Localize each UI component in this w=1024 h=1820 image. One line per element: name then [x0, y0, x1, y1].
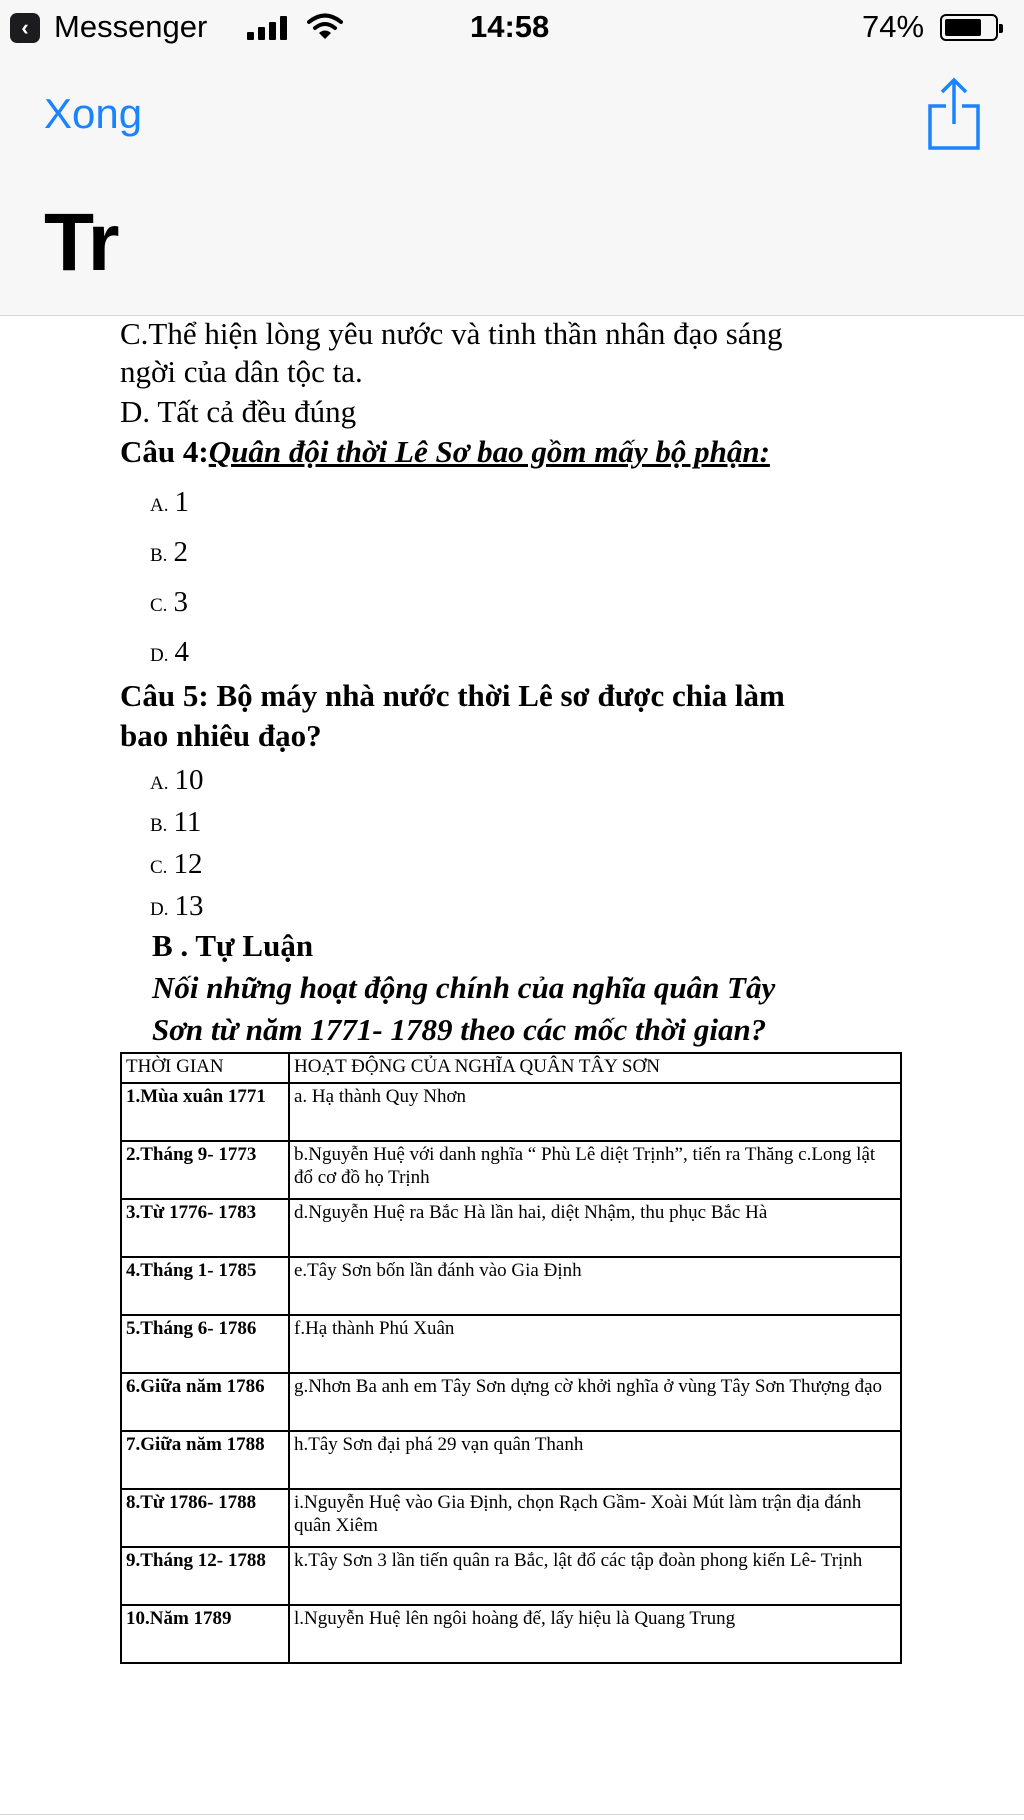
- table-row: [121, 1547, 901, 1605]
- activity-cell: b.Nguyễn Huệ với danh nghĩa “ Phù Lê diệt Trịnh”, tiến ra Thăng c.Long lật đổ cơ đồ họ Trịnh: [289, 1141, 901, 1199]
- question-5-line-2: bao nhiêu đạo?: [120, 718, 322, 753]
- question-4-option: A. 1: [150, 486, 189, 518]
- document-line: ngời của dân tộc ta.: [120, 354, 363, 389]
- cellular-signal-icon: [247, 16, 291, 40]
- question-4-text: Quân đội thời Lê Sơ bao gồm mấy bộ phận:: [208, 434, 770, 469]
- section-b-heading: B . Tự Luận: [152, 928, 314, 963]
- share-icon[interactable]: [926, 76, 982, 152]
- question-4-option: B. 2: [150, 536, 188, 568]
- question-5-option: C. 12: [150, 848, 203, 880]
- wifi-icon: [307, 12, 343, 42]
- question-5-option: D. 13: [150, 890, 204, 922]
- question-5-option: B. 11: [150, 806, 202, 838]
- table-row: [121, 1431, 901, 1489]
- column-header-activity: HOẠT ĐỘNG CỦA NGHĨA QUÂN TÂY SƠN: [289, 1053, 901, 1083]
- question-4-label: Câu 4:: [120, 434, 209, 469]
- table-row: [121, 1373, 901, 1431]
- document-line: C.Thể hiện lòng yêu nước và tinh thần nhân đạo sáng: [120, 316, 783, 351]
- status-time: 14:58: [470, 9, 550, 44]
- table-row: [121, 1489, 901, 1547]
- activity-cell: k.Tây Sơn 3 lần tiến quân ra Bắc, lật đổ các tập đoàn phong kiến Lê- Trịnh: [289, 1547, 901, 1605]
- time-cell: 8.Từ 1786- 1788: [121, 1489, 289, 1547]
- battery-percentage: 74%: [862, 9, 925, 44]
- question-4-option: C. 3: [150, 586, 188, 618]
- activity-cell: l.Nguyễn Huệ lên ngôi hoàng đế, lấy hiệu là Quang Trung: [289, 1605, 901, 1663]
- time-cell: 2.Tháng 9- 1773: [121, 1141, 289, 1199]
- question-4: [120, 434, 770, 470]
- activity-cell: g.Nhơn Ba anh em Tây Sơn dựng cờ khởi nghĩa ở vùng Tây Sơn Thượng đạo: [289, 1373, 901, 1431]
- table-row: [121, 1083, 901, 1141]
- time-cell: 3.Từ 1776- 1783: [121, 1199, 289, 1257]
- question-5-line-1: Câu 5: Bộ máy nhà nước thời Lê sơ được chia làm: [120, 678, 785, 713]
- time-cell: 5.Tháng 6- 1786: [121, 1315, 289, 1373]
- activity-cell: i.Nguyễn Huệ vào Gia Định, chọn Rạch Gầm- Xoài Mút làm trận địa đánh quân Xiêm: [289, 1489, 901, 1547]
- document-title: Tr: [44, 197, 118, 288]
- table-header-row: [121, 1053, 901, 1083]
- table-row: [121, 1605, 901, 1663]
- table-row: [121, 1257, 901, 1315]
- time-cell: 7.Giữa năm 1788: [121, 1431, 289, 1489]
- activity-cell: e.Tây Sơn bốn lần đánh vào Gia Định: [289, 1257, 901, 1315]
- navigation-header: [0, 0, 1024, 316]
- activity-cell: f.Hạ thành Phú Xuân: [289, 1315, 901, 1373]
- matching-table: [120, 1052, 902, 1664]
- table-row: [121, 1141, 901, 1199]
- status-bar: [0, 0, 1024, 56]
- time-cell: 6.Giữa năm 1786: [121, 1373, 289, 1431]
- back-to-app-label[interactable]: Messenger: [54, 9, 208, 44]
- column-header-time: THỜI GIAN: [121, 1053, 289, 1083]
- time-cell: 9.Tháng 12- 1788: [121, 1547, 289, 1605]
- back-to-app-icon[interactable]: ‹: [10, 13, 40, 43]
- section-b-prompt: Sơn từ năm 1771- 1789 theo các mốc thời gian?: [152, 1012, 767, 1047]
- bottom-divider: [0, 1814, 1024, 1815]
- question-5-option: A. 10: [150, 764, 204, 796]
- time-cell: 10.Năm 1789: [121, 1605, 289, 1663]
- table-row: [121, 1199, 901, 1257]
- activity-cell: a. Hạ thành Quy Nhơn: [289, 1083, 901, 1141]
- done-button[interactable]: Xong: [44, 90, 143, 137]
- section-b-prompt: Nối những hoạt động chính của nghĩa quân Tây: [152, 970, 776, 1005]
- battery-level-fill: [945, 19, 981, 36]
- table-row: [121, 1315, 901, 1373]
- time-cell: 1.Mùa xuân 1771: [121, 1083, 289, 1141]
- question-4-option: D. 4: [150, 636, 189, 668]
- activity-cell: d.Nguyễn Huệ ra Bắc Hà lần hai, diệt Nhậm, thu phục Bắc Hà: [289, 1199, 901, 1257]
- document-line: D. Tất cả đều đúng: [120, 394, 357, 429]
- activity-cell: h.Tây Sơn đại phá 29 vạn quân Thanh: [289, 1431, 901, 1489]
- battery-icon: [940, 14, 998, 41]
- time-cell: 4.Tháng 1- 1785: [121, 1257, 289, 1315]
